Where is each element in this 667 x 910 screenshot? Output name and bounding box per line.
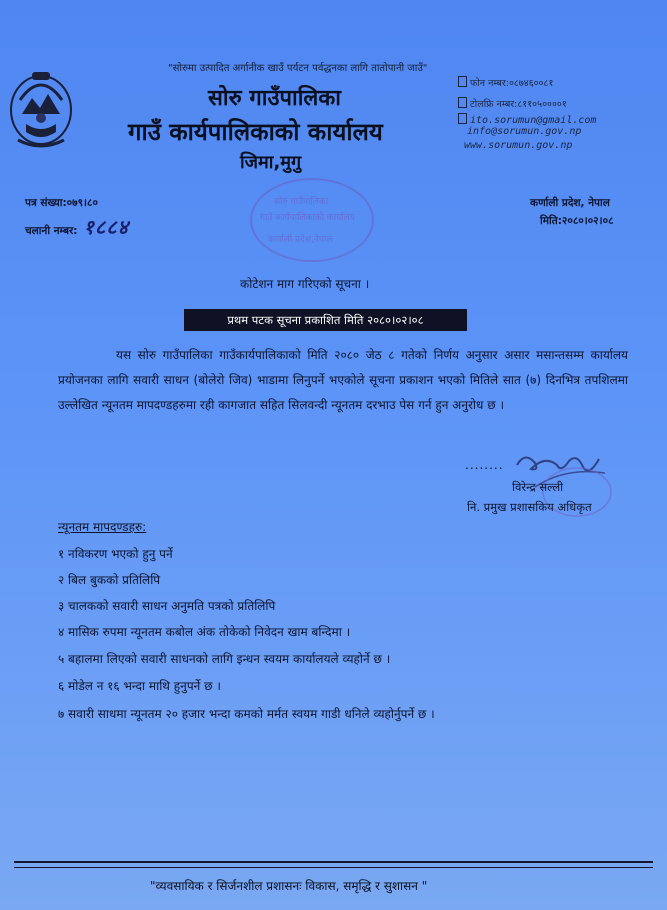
contact-email1 [458, 113, 596, 126]
tollfree-text: टोलफ्रि नम्बर:८११०५००००१ [470, 99, 567, 110]
contact-email2: info@sorumun.gov.np [467, 126, 582, 137]
criteria-item: २ बिल बुकको प्रतिलिपि [58, 573, 161, 587]
notice-subject: कोटेशन माग गरिएको सूचना । [240, 277, 370, 291]
letter-date: मिति:२०८०।०२।०८ [540, 215, 614, 227]
stamp-line2: गाउँ कार्यपालिकाको कार्यालय [260, 213, 355, 223]
publication-banner: प्रथम पटक सूचना प्रकाशित मिति २०८०।०२।०८ [184, 309, 467, 331]
checkbox-icon [458, 76, 467, 87]
criteria-item: ४ मासिक रुपमा न्यूनतम कबोल अंक तोकेको निवेदन खाम बन्दिमा । [58, 625, 351, 639]
phone-text: फोन नम्बर:०८७४६००८१ [470, 78, 554, 89]
signatory-name: विरेन्द्र सल्ली [512, 480, 564, 494]
criteria-item: ७ सवारी साधमा न्यूनतम २० हजार भन्दा कमको मर्मत स्वयम गाडी धनिले व्यहोर्नुपर्ने छ । [58, 707, 435, 721]
checkbox-icon [458, 113, 467, 124]
criteria-item: ६ मोडेल न १६ भन्दा माथि हुनुपर्ने छ । [58, 679, 221, 693]
criteria-item: ३ चालकको सवारी साधन अनुमति पत्रको प्रतिलिपि [58, 599, 276, 613]
chalani-value: १८८४ [83, 215, 130, 239]
checkbox-icon [458, 97, 467, 108]
province: कर्णाली प्रदेश, नेपाल [530, 197, 610, 209]
municipality-name: सोरु गाउँपालिका [208, 86, 341, 111]
nepal-emblem-icon [8, 62, 74, 152]
office-name: गाउँ कार्यपालिकाको कार्यालय [128, 118, 383, 146]
footer-divider-thin [14, 867, 653, 868]
criteria-title: न्यूनतम मापदण्डहरु: [58, 520, 147, 534]
contact-phone [458, 76, 553, 89]
criteria-item: ५ बहालमा लिएको सवारी साधनको लागि इन्धन स्वयम कार्यालयले व्यहोर्ने छ । [58, 652, 391, 666]
stamp-line3: कर्णाली प्रदेश,नेपाल [268, 235, 333, 245]
office-address: जिमा,मुगु [240, 152, 302, 173]
office-stamp [250, 178, 374, 262]
contact-website: www.sorumun.gov.np [464, 140, 573, 151]
criteria-item: १ नविकरण भएको हुनु पर्ने [58, 547, 173, 561]
chalani-number [25, 213, 129, 240]
header-slogan: "सोरुमा उत्पादित अर्गानीक खाउँ पर्यटन पर्वद्धनका लागि तातोपानी जाउँ" [168, 63, 428, 74]
signature-dots: ........ [465, 458, 504, 472]
chalani-label: चलानी नम्बर: [25, 225, 78, 237]
contact-tollfree [458, 97, 567, 110]
stamp-line1: सोरु गाउँपालिका [274, 197, 329, 207]
footer-slogan: "व्यवसायिक र सिर्जनशील प्रशासनः विकास, समृद्धि र सुशासन " [150, 879, 428, 893]
signatory-title: नि. प्रमुख प्रशासकिय अधिकृत [467, 500, 592, 514]
footer-divider [14, 861, 653, 863]
email1-text: ito.sorumun@gmail.com [470, 115, 597, 126]
notice-body: यस सोरु गाउँपालिका गाउँकार्यपालिकाको मिति २०८० जेठ ८ गतेको निर्णय अनुसार असार मसान्तसम्म कार्यालय प्रयोजनका लागि सवारी साधन (बोलेरो जिव) भाडामा लिनुपर्ने भएकोले सूचना प्रकाशन भएको मितिले सात (७) दिनभित्र तपशिलमा उल्लेखित न्यूनतम मापदण्डहरुमा रही कागजात सहित सिलवन्दी न्यूनतम दरभाउ पेस गर्न हुन अनुरोध छ । [58, 348, 628, 412]
patra-sankhya: पत्र संख्या:०७९।८० [25, 197, 98, 209]
